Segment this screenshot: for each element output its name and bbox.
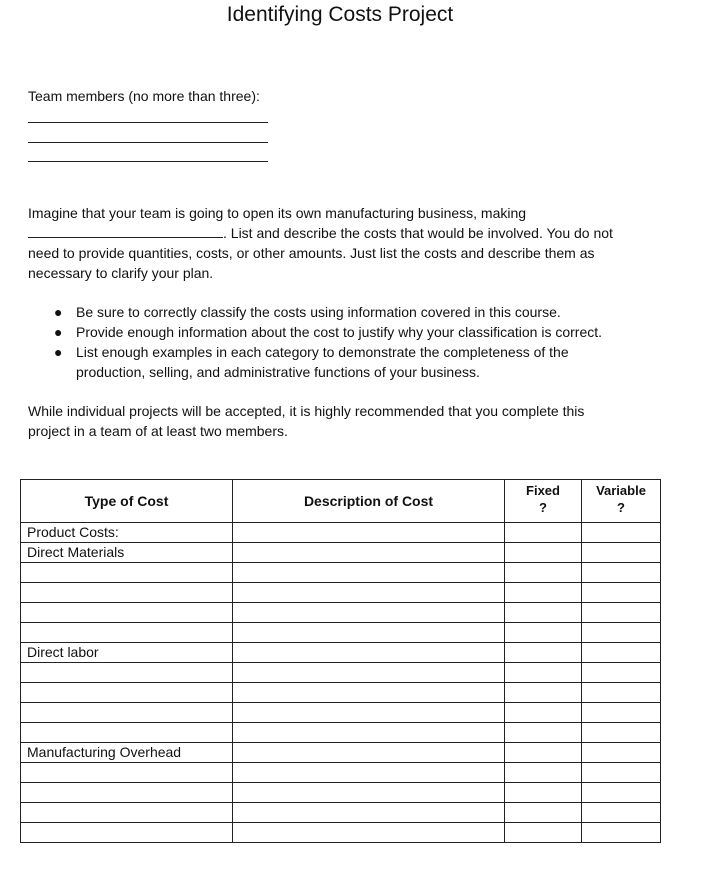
fixed-cell[interactable] bbox=[505, 803, 582, 823]
description-cell[interactable] bbox=[233, 783, 505, 803]
table-row bbox=[21, 583, 661, 603]
cost-type-cell[interactable] bbox=[21, 563, 233, 583]
table-row bbox=[21, 663, 661, 683]
fixed-cell[interactable] bbox=[505, 683, 582, 703]
fixed-cell[interactable] bbox=[505, 543, 582, 563]
table-row bbox=[21, 643, 661, 663]
fixed-cell[interactable] bbox=[505, 623, 582, 643]
table-row bbox=[21, 523, 661, 543]
intro-line-3: need to provide quantities, costs, or other amounts. Just list the costs and describe them as bbox=[28, 245, 595, 261]
cost-type-cell[interactable]: Product Costs: bbox=[21, 523, 233, 543]
fixed-cell[interactable] bbox=[505, 563, 582, 583]
cost-type-cell[interactable]: Manufacturing Overhead bbox=[21, 743, 233, 763]
fixed-cell[interactable] bbox=[505, 723, 582, 743]
cost-type-cell[interactable] bbox=[21, 623, 233, 643]
cost-type-cell[interactable]: Direct Materials bbox=[21, 543, 233, 563]
fixed-cell[interactable] bbox=[505, 763, 582, 783]
table-row bbox=[21, 803, 661, 823]
closing-line-2: project in a team of at least two members. bbox=[28, 423, 288, 439]
team-members-label: Team members (no more than three): bbox=[28, 88, 260, 104]
table-row bbox=[21, 723, 661, 743]
table-row bbox=[21, 563, 661, 583]
variable-cell[interactable] bbox=[582, 603, 661, 623]
fixed-cell[interactable] bbox=[505, 783, 582, 803]
instructions-list bbox=[48, 302, 648, 382]
variable-cell[interactable] bbox=[582, 543, 661, 563]
variable-cell[interactable] bbox=[582, 583, 661, 603]
cost-type-cell[interactable] bbox=[21, 583, 233, 603]
team-member-line-1[interactable] bbox=[28, 122, 268, 123]
business-type-blank[interactable] bbox=[28, 223, 223, 238]
fixed-cell[interactable] bbox=[505, 603, 582, 623]
fixed-cell[interactable] bbox=[505, 703, 582, 723]
cost-type-cell[interactable]: Direct labor bbox=[21, 643, 233, 663]
cost-type-cell[interactable] bbox=[21, 783, 233, 803]
bullet-dot-icon: ● bbox=[54, 344, 63, 360]
variable-cell[interactable] bbox=[582, 563, 661, 583]
variable-cell[interactable] bbox=[582, 723, 661, 743]
description-cell[interactable] bbox=[233, 543, 505, 563]
table-row bbox=[21, 703, 661, 723]
variable-cell[interactable] bbox=[582, 763, 661, 783]
bullet-dot-icon: ● bbox=[54, 324, 63, 340]
variable-cell[interactable] bbox=[582, 703, 661, 723]
fixed-cell[interactable] bbox=[505, 523, 582, 543]
cost-type-cell[interactable] bbox=[21, 723, 233, 743]
table-row bbox=[21, 743, 661, 763]
intro-line-2: . List and describe the costs that would be involved. You do not bbox=[223, 225, 613, 241]
description-cell[interactable] bbox=[233, 823, 505, 843]
cost-type-cell[interactable] bbox=[21, 823, 233, 843]
variable-cell[interactable] bbox=[582, 623, 661, 643]
team-member-line-3[interactable] bbox=[28, 161, 268, 162]
team-member-line-2[interactable] bbox=[28, 142, 268, 143]
cost-type-cell[interactable] bbox=[21, 803, 233, 823]
description-cell[interactable] bbox=[233, 523, 505, 543]
cost-table bbox=[20, 479, 661, 843]
variable-cell[interactable] bbox=[582, 823, 661, 843]
table-row bbox=[21, 823, 661, 843]
header-description: Description of Cost bbox=[233, 480, 505, 523]
description-cell[interactable] bbox=[233, 623, 505, 643]
description-cell[interactable] bbox=[233, 763, 505, 783]
cost-type-cell[interactable] bbox=[21, 763, 233, 783]
intro-line-4: necessary to clarify your plan. bbox=[28, 265, 214, 281]
fixed-cell[interactable] bbox=[505, 743, 582, 763]
variable-cell[interactable] bbox=[582, 663, 661, 683]
variable-cell[interactable] bbox=[582, 743, 661, 763]
description-cell[interactable] bbox=[233, 743, 505, 763]
bullet-item: ● List enough examples in each category to demonstrate the completeness of the production, selling, and administrative functions of your business. bbox=[54, 344, 569, 380]
bullet-item: ● Be sure to correctly classify the costs using information covered in this course. bbox=[54, 304, 561, 320]
description-cell[interactable] bbox=[233, 723, 505, 743]
description-cell[interactable] bbox=[233, 803, 505, 823]
fixed-cell[interactable] bbox=[505, 823, 582, 843]
variable-cell[interactable] bbox=[582, 523, 661, 543]
header-type-of-cost: Type of Cost bbox=[21, 480, 233, 523]
cost-type-cell[interactable] bbox=[21, 683, 233, 703]
description-cell[interactable] bbox=[233, 683, 505, 703]
table-row bbox=[21, 603, 661, 623]
description-cell[interactable] bbox=[233, 583, 505, 603]
table-row bbox=[21, 623, 661, 643]
cost-type-cell[interactable] bbox=[21, 603, 233, 623]
description-cell[interactable] bbox=[233, 563, 505, 583]
table-row bbox=[21, 683, 661, 703]
table-row bbox=[21, 763, 661, 783]
table-row bbox=[21, 543, 661, 563]
cost-type-cell[interactable] bbox=[21, 663, 233, 683]
fixed-cell[interactable] bbox=[505, 663, 582, 683]
intro-line-1: Imagine that your team is going to open its own manufacturing business, making bbox=[28, 205, 527, 221]
variable-cell[interactable] bbox=[582, 803, 661, 823]
fixed-cell[interactable] bbox=[505, 583, 582, 603]
cost-type-cell[interactable] bbox=[21, 703, 233, 723]
variable-cell[interactable] bbox=[582, 783, 661, 803]
description-cell[interactable] bbox=[233, 703, 505, 723]
table-header-row bbox=[21, 480, 661, 523]
closing-line-1: While individual projects will be accepted, it is highly recommended that you complete this bbox=[28, 403, 585, 419]
variable-cell[interactable] bbox=[582, 683, 661, 703]
header-fixed: Fixed ? bbox=[505, 480, 582, 523]
description-cell[interactable] bbox=[233, 603, 505, 623]
bullet-item: ● Provide enough information about the cost to justify why your classification is correct. bbox=[54, 324, 603, 340]
description-cell[interactable] bbox=[233, 643, 505, 663]
description-cell[interactable] bbox=[233, 663, 505, 683]
table-row bbox=[21, 783, 661, 803]
bullet-dot-icon: ● bbox=[54, 304, 63, 320]
intro-paragraph bbox=[28, 203, 638, 283]
header-variable: Variable ? bbox=[582, 480, 661, 523]
page-title: Identifying Costs Project bbox=[226, 3, 454, 26]
closing-paragraph bbox=[28, 401, 638, 441]
variable-cell[interactable] bbox=[582, 643, 661, 663]
fixed-cell[interactable] bbox=[505, 643, 582, 663]
